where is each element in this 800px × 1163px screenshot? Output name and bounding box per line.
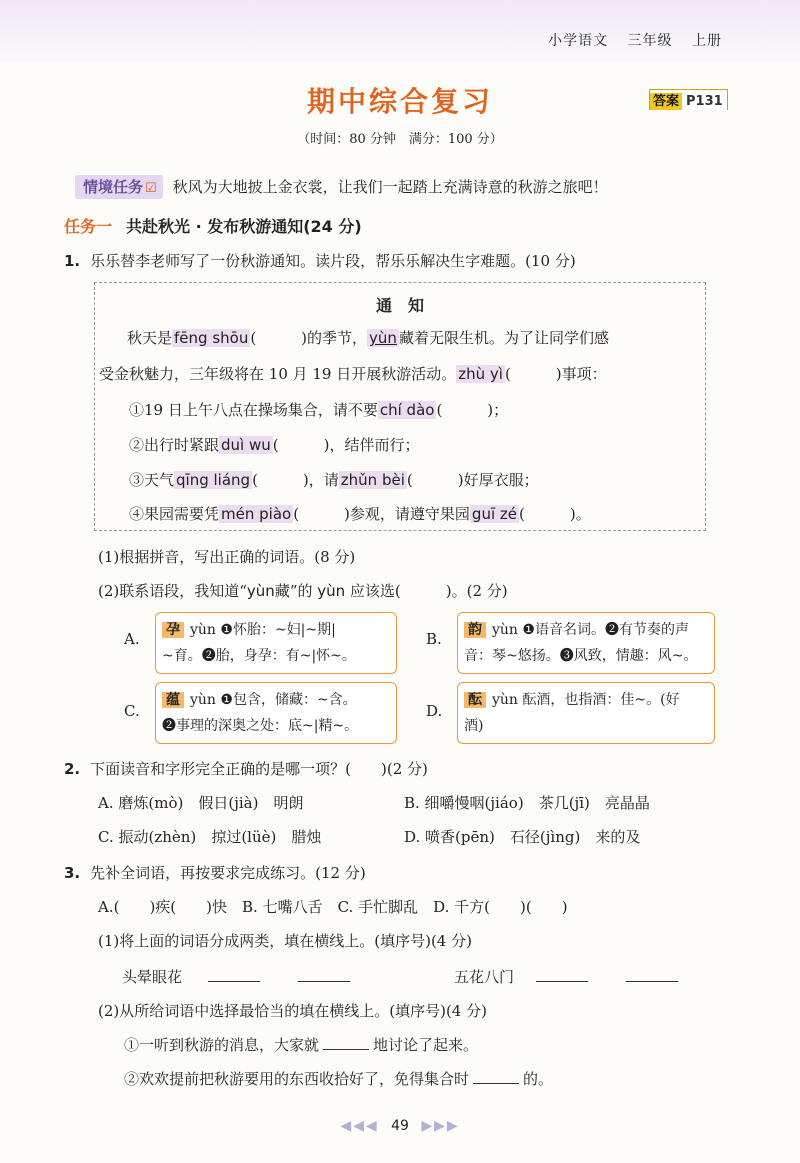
dict-c-line2: ❷事理的深奥之处：底~|精~。 [162,718,359,734]
dict-a-char: 孕 [162,622,184,638]
q3-sub2: (2)从所给词语中选择最恰当的填在横线上。(填序号)(4 分) [98,1002,487,1020]
text: 假日(jià) [198,794,259,812]
text: 藏”的 [274,582,318,600]
q2-option-a[interactable] [98,792,303,813]
text: A. 磨炼(mò) [98,794,184,812]
question-1 [64,250,576,271]
question-3-number: 3. [64,864,81,882]
q3-category-1 [122,966,358,987]
task1-heading [64,214,362,237]
text: ①19 日上午八点在操场集合，请不要 [129,401,378,419]
text: 石径(jìng) [509,828,581,846]
text: D. 喷香(pēn) [404,828,495,846]
answer-line[interactable] [208,967,260,982]
check-icon: ☑ [145,181,157,196]
question-3 [64,862,366,883]
text: ( )，结伴而行； [272,436,420,454]
text: 来的及 [595,828,641,846]
page-footer [0,1118,800,1134]
option-b-letter[interactable]: B. [426,630,442,648]
question-2-text: 下面读音和字形完全正确的是哪一项？( )(2 分) [90,760,428,778]
scenario-tag-label: 情境任务 [83,178,144,196]
text: ④果园需要凭 [129,505,220,523]
text: yùn 酝酒，也指酒：佳~。(好 [492,692,680,708]
option-a-letter[interactable]: A. [124,630,140,648]
dict-c-line1 [162,687,390,713]
scenario [75,176,608,197]
q3-category-2 [454,966,686,987]
notice-line-1 [127,327,609,348]
pinyin-yun: yùn [369,329,397,347]
text: yùn [317,582,346,600]
answer-line[interactable] [323,1035,369,1050]
text: yùn [246,582,275,600]
answer-page: P131 [682,93,727,110]
answer-line[interactable] [298,967,350,982]
q3-option-c: C. 手忙脚乱 [337,898,419,916]
text: 应该选( )。(2 分) [345,582,508,600]
dict-b-line2: 音：琴~悠扬。❸风致，情趣：风~。 [464,648,698,664]
text: yùn ❶语音名词。❷有节奏的声 [492,622,689,638]
scenario-text: 秋风为大地披上金衣裳，让我们一起踏上充满诗意的秋游之旅吧！ [172,178,608,196]
q3-option-a: A.( )疾( )快 [98,898,228,916]
question-1-number: 1. [64,252,81,270]
pinyin-men-piao: mén piào [221,505,292,523]
notice-line-2 [99,363,607,384]
category-2-label: 五花八门 [454,968,515,986]
dict-entry-b [457,612,715,674]
dict-c-char: 蕴 [162,692,184,708]
answer-tag[interactable] [649,89,728,110]
scenario-tag [75,175,163,199]
q1-sub1: (1)根据拼音，写出正确的词语。(8 分) [98,548,356,566]
text: 腊烛 [291,828,322,846]
dict-d-line1 [464,687,708,713]
text: ②出行时紧跟 [129,436,220,454]
notice-line-4 [129,434,419,455]
answer-line[interactable] [626,967,678,982]
notice-line-6 [129,503,591,524]
text: 受金秋魅力，三年级将在 10 月 19 日开展秋游活动。 [99,365,457,383]
notice-line-5 [129,469,539,490]
option-c-letter[interactable]: C. [124,702,140,720]
q3-option-d: D. 千方( )( ) [433,898,568,916]
text: ③天气 [129,471,175,489]
text: 地讨论了起来。 [373,1036,479,1054]
dict-entry-c [155,682,397,744]
dict-a-line1 [162,617,390,643]
answer-label: 答案 [650,93,682,110]
text: ( )事项： [504,365,607,383]
text: ( )，请 [252,471,339,489]
q3-options [98,896,568,917]
pinyin-feng-shou: fēng shōu [174,329,249,347]
text: ①一听到秋游的消息，大家就 [124,1036,320,1054]
text: 茶几(jī) [538,794,590,812]
pinyin-dui-wu: duì wu [221,436,271,454]
question-1-text: 乐乐替李老师写了一份秋游通知。读片段，帮乐乐解决生字难题。(10 分) [90,252,576,270]
answer-line[interactable] [473,1069,519,1084]
q1-sub2 [98,580,508,601]
pinyin-zhu-yi: zhù yì [458,365,503,383]
dict-d-char: 酝 [464,692,486,708]
dict-entry-a [155,612,397,674]
time-info: （时间：80 分钟 满分：100 分） [297,132,503,147]
text: ( )参观，请遵守果园 [293,505,470,523]
text: 明朗 [273,794,304,812]
q2-option-c[interactable] [98,826,321,847]
question-2-number: 2. [64,760,81,778]
text: ( )； [436,401,509,419]
notice-title: 通 知 [375,296,424,315]
question-3-text: 先补全词语，再按要求完成练习。(12 分) [90,864,366,882]
question-2 [64,758,428,779]
text: ( )好厚衣服； [406,471,539,489]
text: B. 细嚼慢咽(jiáo) [404,794,524,812]
pinyin-gui-ze: guī zé [471,505,517,523]
text: 的。 [523,1070,554,1088]
dict-d-line2: 酒) [464,718,484,734]
header-info [534,30,722,50]
page-title: 期中综合复习 [306,85,493,118]
task1-title: 共赴秋光 · 发布秋游通知(24 分) [126,217,362,236]
page-number: 49 [391,1118,409,1134]
answer-line[interactable] [536,967,588,982]
q3-option-b: B. 七嘴八舌 [242,898,323,916]
text: ( )。 [519,505,591,523]
text: 亮晶晶 [604,794,650,812]
text: yùn ❶包含，储藏：~含。 [190,692,357,708]
category-1-label: 头晕眼花 [122,968,183,986]
text: 藏着无限生机。为了让同学们感 [398,329,609,347]
pinyin-zhun-bei: zhǔn bèi [340,471,405,489]
task1-label: 任务一 [64,217,113,236]
q3-sentence-1 [124,1034,478,1055]
text: ( )的季节， [250,329,368,347]
notice-line-3 [129,399,508,420]
pinyin-chi-dao: chí dào [379,401,435,419]
q3-sentence-2 [124,1068,553,1089]
text: (2)联系语段，我知道“ [98,582,247,600]
right-arrows-icon: ▶▶▶ [421,1118,460,1134]
dict-b-char: 韵 [464,622,486,638]
option-d-letter[interactable]: D. [426,702,443,720]
q2-option-b[interactable] [404,792,650,813]
text: 掠过(lüè) [211,828,277,846]
notice-box [94,282,706,531]
left-arrows-icon: ◀◀◀ [340,1118,379,1134]
header-grade: 三年级 [627,33,673,49]
pinyin-qing-liang: qīng liáng [176,471,251,489]
text: yùn ❶怀胎：~妇|~期| [190,622,336,638]
text: C. 振动(zhèn) [98,828,197,846]
header-term: 上册 [692,33,722,49]
dict-a-line2: ~育。❷胎，身孕：有~|怀~。 [162,648,356,664]
header-subject: 小学语文 [548,33,609,49]
text: ②欢欢提前把秋游要用的东西收拾好了，免得集合时 [124,1070,470,1088]
dict-entry-d [457,682,715,744]
q3-sub1: (1)将上面的词语分成两类，填在横线上。(填序号)(4 分) [98,932,472,950]
q2-option-d[interactable] [404,826,640,847]
dict-b-line1 [464,617,708,643]
text: 秋天是 [127,329,173,347]
